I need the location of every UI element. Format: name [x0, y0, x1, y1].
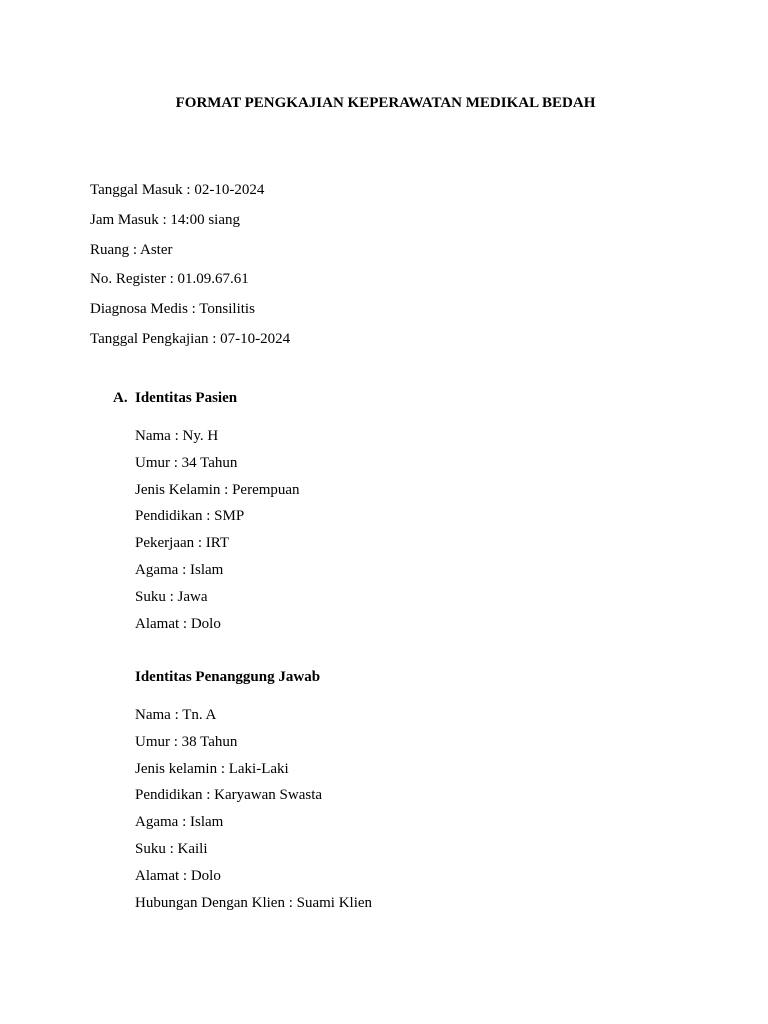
patient-identity-list [135, 426, 300, 640]
guardian-gender: Jenis kelamin : Laki-Laki [135, 760, 289, 777]
admission-info [90, 180, 290, 359]
patient-ethnicity: Suku : Jawa [135, 588, 208, 605]
patient-occupation: Pekerjaan : IRT [135, 535, 230, 552]
document-title: FORMAT PENGKAJIAN KEPERAWATAN MEDIKAL BEDAH [175, 95, 596, 111]
guardian-address: Alamat : Dolo [135, 867, 221, 884]
patient-name: Nama : Ny. H [135, 428, 219, 444]
guardian-identity-heading: Identitas Penanggung Jawab [135, 669, 321, 685]
section-marker: A. [113, 390, 128, 406]
register-number: No. Register : 01.09.67.61 [90, 271, 249, 288]
patient-religion: Agama : Islam [135, 561, 224, 578]
guardian-religion: Agama : Islam [135, 814, 224, 831]
patient-gender: Jenis Kelamin : Perempuan [135, 481, 300, 498]
patient-age: Umur : 34 Tahun [135, 454, 238, 471]
guardian-education: Pendidikan : Karyawan Swasta [135, 787, 323, 804]
section-heading: Identitas Pasien [135, 390, 238, 406]
guardian-ethnicity: Suku : Kaili [135, 840, 208, 857]
guardian-identity-list [135, 705, 372, 919]
patient-address: Alamat : Dolo [135, 615, 221, 632]
guardian-age: Umur : 38 Tahun [135, 733, 238, 750]
ward: Ruang : Aster [90, 241, 173, 258]
guardian-name: Nama : Tn. A [135, 707, 217, 723]
section-patient-identity-heading [113, 388, 237, 408]
medical-diagnosis: Diagnosa Medis : Tonsilitis [90, 301, 255, 318]
patient-education: Pendidikan : SMP [135, 508, 245, 525]
assessment-date: Tanggal Pengkajian : 07-10-2024 [90, 330, 291, 347]
admission-time: Jam Masuk : 14:00 siang [90, 211, 240, 228]
admission-date: Tanggal Masuk : 02-10-2024 [90, 182, 265, 198]
guardian-relationship: Hubungan Dengan Klien : Suami Klien [135, 894, 373, 911]
